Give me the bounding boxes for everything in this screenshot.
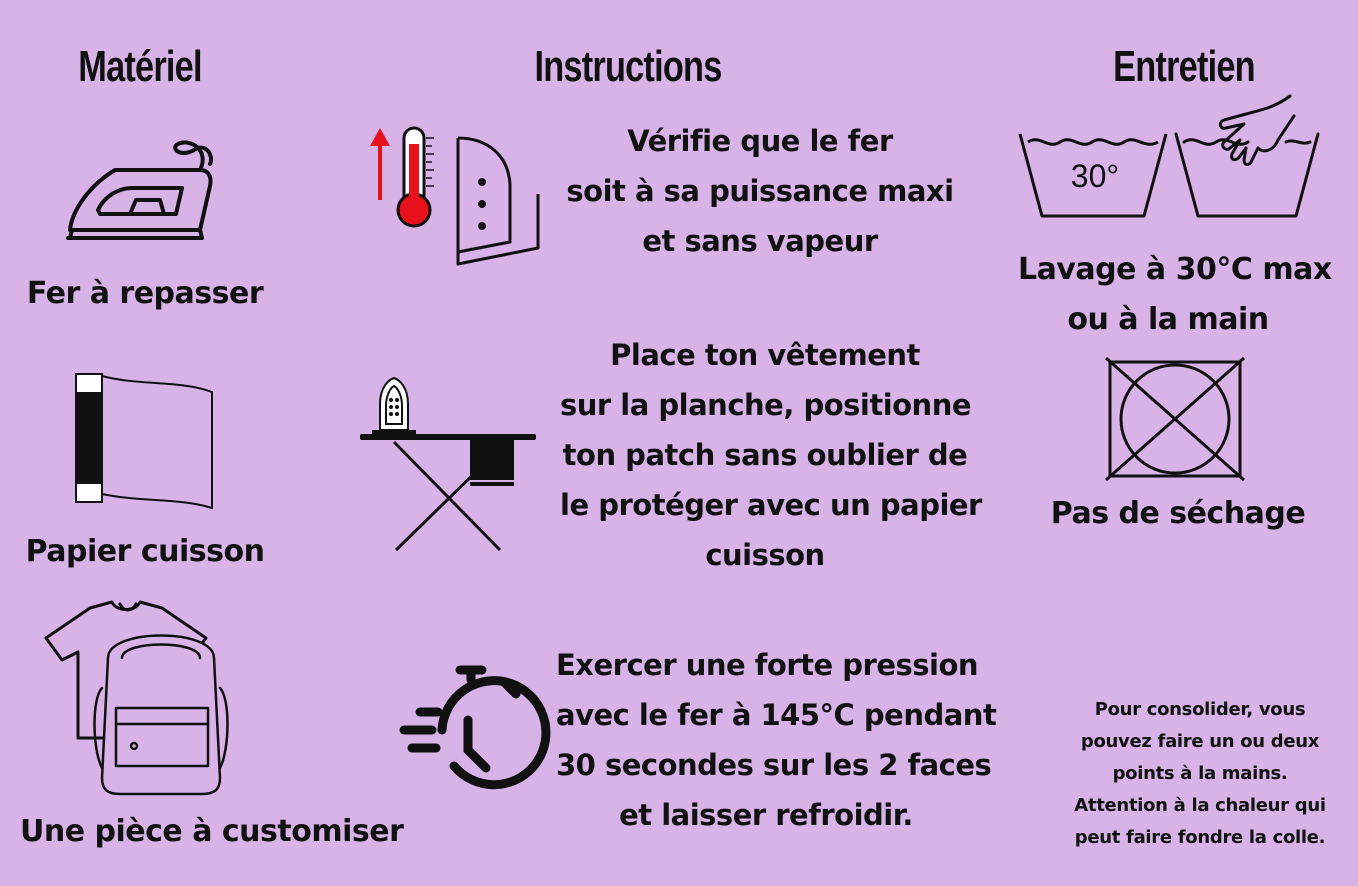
wash-label-line-1: Lavage à 30°C max — [1018, 252, 1332, 287]
step-1-text: Vérifie que le fer soit à sa puissance maxi et sans vapeur — [566, 124, 954, 258]
label-papier-cuisson: Papier cuisson — [25, 534, 265, 569]
header-entretien: Entretien — [1113, 42, 1255, 91]
no-tumble-dry-icon — [1104, 358, 1246, 480]
step-2-text: Place ton vêtement sur la planche, positionne ton patch sans oublier de le protéger avec un papier cuisson — [560, 338, 982, 572]
tshirt-backpack-icon — [42, 598, 242, 798]
header-instructions: Instructions — [534, 42, 722, 91]
dry-label: Pas de séchage — [1050, 496, 1306, 531]
ironing-board-icon — [358, 374, 540, 554]
stopwatch-icon — [398, 660, 528, 800]
label-fer-a-repasser: Fer à repasser — [26, 276, 264, 311]
step-3-text: Exercer une forte pression avec le fer à 145°C pendant 30 secondes sur les 2 faces et laisser refroidir. — [556, 648, 997, 832]
wash-label-line-2: ou à la main — [1067, 302, 1269, 337]
hand-wash-icon — [1174, 94, 1324, 222]
label-une-piece: Une pièce à customiser — [20, 814, 404, 849]
wash-temp-label: 30° — [1070, 158, 1120, 194]
entretien-note: Pour consolider, vous pouvez faire un ou deux points à la mains. Attention à la chaleur qui peut faire fondre la colle. — [1074, 699, 1326, 848]
header-materiel: Matériel — [78, 42, 202, 91]
baking-paper-icon — [70, 372, 220, 512]
thermometer-iron-icon — [366, 124, 546, 269]
iron-icon — [60, 130, 220, 250]
